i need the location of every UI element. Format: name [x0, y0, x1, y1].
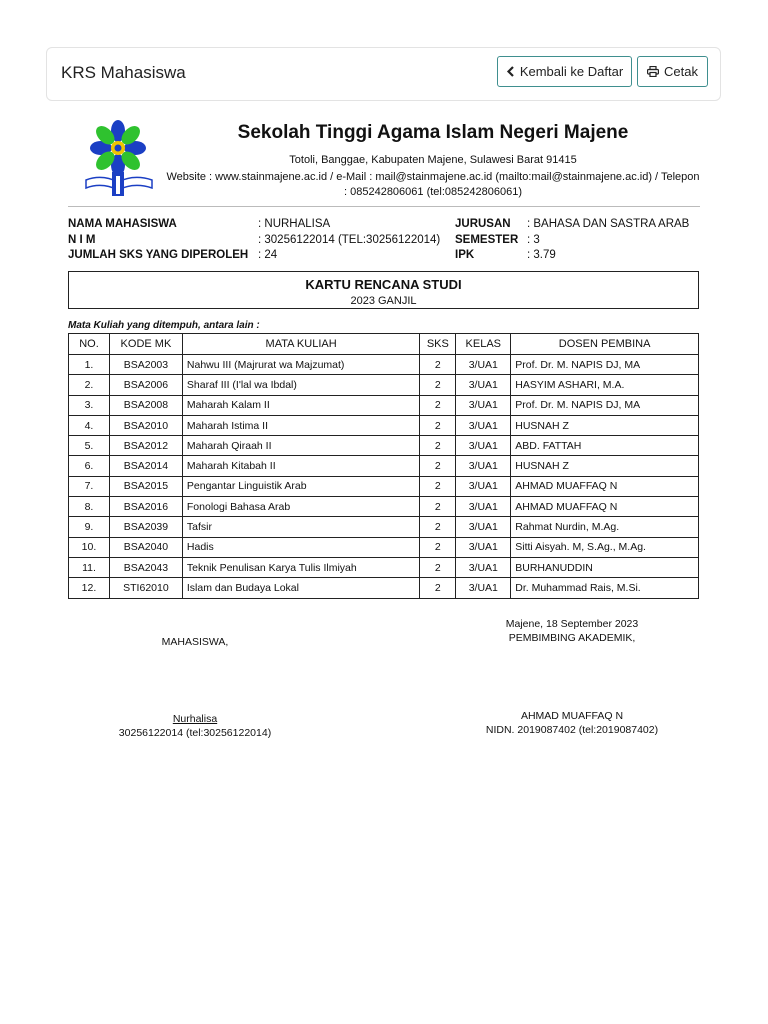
course-code: BSA2010 — [109, 415, 182, 435]
course-code: STI62010 — [109, 578, 182, 598]
page-title: KRS Mahasiswa — [61, 63, 186, 82]
table-row — [69, 497, 699, 517]
krs-title-box — [68, 271, 699, 309]
table-row — [69, 578, 699, 598]
institution-address: Totoli, Banggae, Kabupaten Majene, Sulawesi Barat 91415 — [289, 154, 577, 166]
course-name: Sharaf III (I'lal wa Ibdal) — [182, 375, 419, 395]
column-header: KODE MK — [109, 334, 182, 355]
course-lecturer: Sitti Aisyah. M, S.Ag., M.Ag. — [511, 537, 699, 557]
student-info-right — [455, 217, 689, 264]
course-sks: 2 — [420, 557, 456, 577]
course-code: BSA2016 — [109, 497, 182, 517]
advisor-signature-block — [472, 617, 672, 737]
table-row — [69, 436, 699, 456]
course-sks: 2 — [420, 355, 456, 375]
course-name: Tafsir — [182, 517, 419, 537]
student-nim-row — [68, 233, 440, 249]
table-header-row — [69, 334, 699, 355]
letterhead — [165, 122, 701, 200]
ipk-value: : 3.79 — [527, 249, 556, 261]
course-class: 3/UA1 — [456, 476, 511, 496]
advisor-name: AHMAD MUAFFAQ N — [520, 710, 624, 722]
course-no: 9. — [69, 517, 110, 537]
course-sks: 2 — [420, 415, 456, 435]
course-lecturer: AHMAD MUAFFAQ N — [511, 497, 699, 517]
course-code: BSA2015 — [109, 476, 182, 496]
course-class: 3/UA1 — [456, 557, 511, 577]
krs-period: 2023 GANJIL — [350, 295, 417, 307]
course-sks: 2 — [420, 476, 456, 496]
course-name: Maharah Istima II — [182, 415, 419, 435]
jurusan-value: : BAHASA DAN SASTRA ARAB — [527, 218, 690, 230]
column-header: NO. — [69, 334, 110, 355]
advisor-id: NIDN. 2019087402 (tel:2019087402) — [485, 724, 659, 736]
course-code: BSA2008 — [109, 395, 182, 415]
jurusan-label: JURUSAN — [455, 218, 511, 230]
print-button[interactable] — [637, 56, 708, 87]
course-lecturer: HASYIM ASHARI, M.A. — [511, 375, 699, 395]
course-no: 2. — [69, 375, 110, 395]
course-sks: 2 — [420, 456, 456, 476]
course-class: 3/UA1 — [456, 355, 511, 375]
institution-name: Sekolah Tinggi Agama Islam Negeri Majene — [237, 122, 629, 143]
student-name-label: NAMA MAHASISWA — [68, 218, 177, 230]
back-button-label: Kembali ke Daftar — [519, 64, 624, 79]
table-row — [69, 395, 699, 415]
krs-title: KARTU RENCANA STUDI — [305, 277, 462, 292]
ipk-row — [455, 248, 689, 264]
course-code: BSA2012 — [109, 436, 182, 456]
semester-value: : 3 — [527, 233, 540, 246]
institution-logo — [80, 118, 158, 200]
back-to-list-button[interactable] — [497, 56, 632, 87]
course-name: Islam dan Budaya Lokal — [182, 578, 419, 598]
course-class: 3/UA1 — [456, 375, 511, 395]
course-sks: 2 — [420, 578, 456, 598]
course-no: 8. — [69, 497, 110, 517]
course-code: BSA2006 — [109, 375, 182, 395]
course-no: 5. — [69, 436, 110, 456]
course-class: 3/UA1 — [456, 456, 511, 476]
course-no: 1. — [69, 355, 110, 375]
jurusan-row — [455, 217, 689, 233]
column-header: DOSEN PEMBINA — [511, 334, 699, 355]
student-signature-block — [95, 635, 295, 740]
course-name: Nahwu III (Majrurat wa Majzumat) — [182, 355, 419, 375]
student-sks-row — [68, 248, 440, 264]
student-name-row — [68, 217, 440, 233]
table-row — [69, 355, 699, 375]
course-sks: 2 — [420, 375, 456, 395]
course-class: 3/UA1 — [456, 415, 511, 435]
student-info-left — [68, 217, 440, 264]
course-lecturer: HUSNAH Z — [511, 456, 699, 476]
course-lecturer: AHMAD MUAFFAQ N — [511, 476, 699, 496]
table-row — [69, 537, 699, 557]
course-no: 10. — [69, 537, 110, 557]
header-divider — [68, 206, 700, 207]
course-class: 3/UA1 — [456, 436, 511, 456]
course-lecturer: Prof. Dr. M. NAPIS DJ, MA — [511, 355, 699, 375]
course-code: BSA2043 — [109, 557, 182, 577]
course-no: 11. — [69, 557, 110, 577]
course-sks: 2 — [420, 517, 456, 537]
student-nim-label: N I M — [68, 233, 96, 246]
course-no: 3. — [69, 395, 110, 415]
course-name: Teknik Penulisan Karya Tulis Ilmiyah — [182, 557, 419, 577]
student-sks-label: JUMLAH SKS YANG DIPEROLEH — [68, 249, 249, 261]
contact-line-2: : 085242806061 (tel:085242806061) — [344, 186, 522, 198]
course-no: 4. — [69, 415, 110, 435]
printer-icon — [647, 66, 659, 77]
course-code: BSA2003 — [109, 355, 182, 375]
course-sks: 2 — [420, 395, 456, 415]
course-name: Hadis — [182, 537, 419, 557]
course-lecturer: ABD. FATTAH — [511, 436, 699, 456]
table-row — [69, 557, 699, 577]
semester-row — [455, 233, 689, 249]
contact-line-1: Website : www.stainmajene.ac.id / e-Mail : mail@stainmajene.ac.id (mailto:mail@stainmajene.ac.id) / Telepon — [166, 171, 700, 183]
course-name: Maharah Kalam II — [182, 395, 419, 415]
course-lecturer: BURHANUDDIN — [511, 557, 699, 577]
course-no: 7. — [69, 476, 110, 496]
student-nim-value: : 30256122014 (TEL:30256122014) — [258, 233, 441, 246]
student-sks-value: : 24 — [258, 249, 278, 261]
course-sks: 2 — [420, 497, 456, 517]
print-button-label: Cetak — [664, 64, 698, 79]
top-bar — [46, 47, 721, 101]
course-name: Maharah Qiraah II — [182, 436, 419, 456]
table-row — [69, 517, 699, 537]
table-row — [69, 476, 699, 496]
course-lecturer: Prof. Dr. M. NAPIS DJ, MA — [511, 395, 699, 415]
semester-label: SEMESTER — [455, 233, 519, 246]
course-code: BSA2014 — [109, 456, 182, 476]
ipk-label: IPK — [455, 249, 475, 261]
column-header: KELAS — [456, 334, 511, 355]
course-lecturer: Dr. Muhammad Rais, M.Si. — [511, 578, 699, 598]
course-sks: 2 — [420, 537, 456, 557]
course-class: 3/UA1 — [456, 517, 511, 537]
course-no: 6. — [69, 456, 110, 476]
course-name: Fonologi Bahasa Arab — [182, 497, 419, 517]
course-code: BSA2039 — [109, 517, 182, 537]
course-class: 3/UA1 — [456, 537, 511, 557]
student-signer-name: Nurhalisa — [172, 713, 218, 725]
course-lecturer: HUSNAH Z — [511, 415, 699, 435]
table-row — [69, 375, 699, 395]
column-header: MATA KULIAH — [182, 334, 419, 355]
course-code: BSA2040 — [109, 537, 182, 557]
course-lecturer: Rahmat Nurdin, M.Ag. — [511, 517, 699, 537]
student-signer-id: 30256122014 (tel:30256122014) — [118, 727, 272, 739]
column-header: SKS — [420, 334, 456, 355]
table-row — [69, 456, 699, 476]
course-sks: 2 — [420, 436, 456, 456]
student-name-value: : NURHALISA — [258, 218, 331, 230]
course-class: 3/UA1 — [456, 578, 511, 598]
table-row — [69, 415, 699, 435]
institution-contact — [165, 170, 701, 200]
course-class: 3/UA1 — [456, 395, 511, 415]
courses-intro: Mata Kuliah yang ditempuh, antara lain : — [68, 320, 260, 331]
advisor-role: PEMBIMBING AKADEMIK, — [508, 632, 636, 644]
course-class: 3/UA1 — [456, 497, 511, 517]
courses-table — [68, 333, 699, 599]
chevron-left-icon — [506, 66, 515, 77]
student-role: MAHASISWA, — [161, 636, 229, 648]
signature-place-date: Majene, 18 September 2023 — [505, 618, 639, 630]
course-name: Pengantar Linguistik Arab — [182, 476, 419, 496]
course-name: Maharah Kitabah II — [182, 456, 419, 476]
course-no: 12. — [69, 578, 110, 598]
